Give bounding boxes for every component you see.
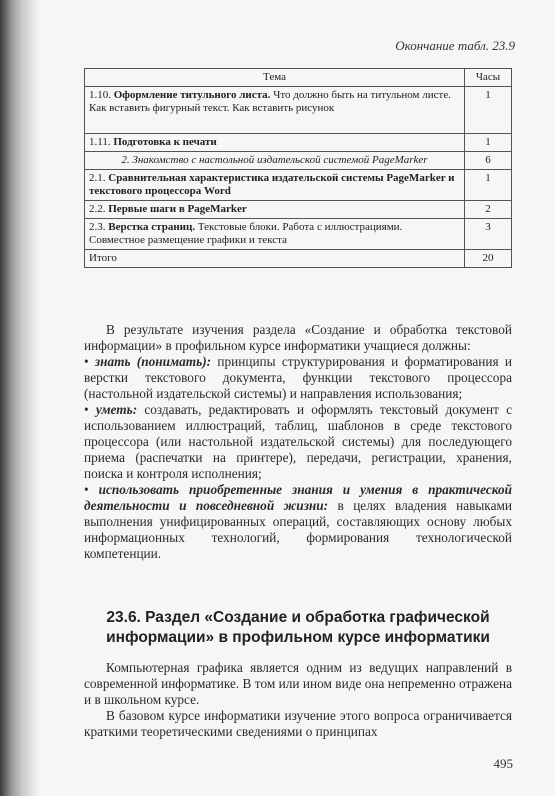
table-row (85, 87, 512, 134)
table-row (85, 152, 512, 170)
table-row (85, 170, 512, 201)
table-row (85, 219, 512, 250)
total-label: Итого (85, 250, 465, 268)
body-text-block (84, 322, 512, 562)
topic-cell (85, 201, 465, 219)
page-number: 495 (493, 756, 513, 771)
header-hours: Часы (465, 69, 512, 87)
topic-number: 1.11. (89, 136, 111, 148)
topic-cell (85, 87, 465, 134)
topic-cell (85, 134, 465, 152)
topic-bold: Оформление титульного листа. (113, 89, 271, 101)
topic-number: 2.2. (89, 203, 106, 215)
intro-paragraph: В результате изучения раздела «Создание и обработка текстовой информации» в профильном курсе информатики учащиеся должны: (84, 322, 512, 353)
hours-cell: 3 (465, 219, 512, 250)
total-hours: 20 (465, 250, 512, 268)
topic-text: Что должно быть на титульном листе. Как вставить фигурный текст. Как вставить рисунок (89, 89, 451, 114)
list-item: • уметь: создавать, редактировать и оформлять текстовый документ с использованием иллюстраций, таблиц, шаблонов в среде текстового процессора (или настольной издательской системы) для последующего приема (распечатки на принтере), передачи, регистрации, хранения, поиска и контроля исполнения; (84, 402, 512, 481)
hours-cell: 6 (465, 152, 512, 170)
topic-text: Текстовые блоки. Работа с иллюстрациями. Совместное размещение графики и текста (89, 221, 403, 246)
topic-bold: Подготовка к печати (113, 136, 217, 148)
header-topic: Тема (85, 69, 465, 87)
table-total-row (85, 250, 512, 268)
topic-number: 2.1. (89, 172, 106, 184)
topic-bold: Верстка страниц. (108, 221, 196, 233)
topic-number: 2.3. (89, 221, 106, 233)
topic-cell (85, 219, 465, 250)
topic-cell (85, 170, 465, 201)
item-label: знать (понимать): (94, 354, 212, 369)
hours-cell: 1 (465, 134, 512, 152)
section-body (84, 660, 512, 740)
curriculum-table (84, 68, 512, 268)
item-text: в целях владения навыками выполнения унифицированных операций, составляющих основу любых информационных технологий, формирования технологической компетенции. (84, 498, 513, 561)
item-label: уметь: (95, 402, 138, 417)
paragraph: Компьютерная графика является одним из ведущих направлений в современной информатике. В том или ином виде она непременно отражена и в школьном курсе. (84, 660, 512, 707)
item-text: создавать, редактировать и оформлять текстовый документ с использованием иллюстраций, таблиц, шаблонов в среде текстового процессора (или настольной издательской системы) для последующего приема (распечатки на принтере), передачи, регистрации, хранения, поиска и контроля исполнения; (84, 402, 512, 481)
running-head: Окончание табл. 23.9 (395, 38, 515, 53)
table-row (85, 134, 512, 152)
item-text: принципы структурирования и форматирования и верстки текстового документа, функции текстового процессора (настольной издательской системы) и направления использования; (84, 354, 512, 401)
topic-number: 1.10. (89, 89, 111, 101)
topic-bold: Сравнительная характеристика издательской системы PageMarker и текстового процессора Word (89, 172, 455, 197)
section-heading: 23.6. Раздел «Создание и обработка графической информации» в профильном курсе информатики (106, 609, 490, 646)
item-label: использовать приобретенные знания и умения в практической деятельности и повседневной жизни: (84, 482, 512, 513)
topic-bold: Первые шаги в PageMarker (108, 203, 247, 215)
list-item: • использовать приобретенные знания и умения в практической деятельности и повседневной жизни: в целях владения навыками выполнения унифицированных операций, составляющих основу любых информационных технологий, формирования технологической компетенции. (84, 482, 513, 561)
hours-cell: 1 (465, 170, 512, 201)
table-header-row (85, 69, 512, 87)
table-row (85, 201, 512, 219)
paragraph: В базовом курсе информатики изучение этого вопроса ограничивается краткими теоретическими сведениями о принципах (84, 708, 512, 739)
hours-cell: 1 (465, 87, 512, 134)
hours-cell: 2 (465, 201, 512, 219)
section-cell: 2. Знакомство с настольной издательской системой PageMarker (85, 152, 465, 170)
list-item: • знать (понимать): принципы структурирования и форматирования и верстки текстового документа, функции текстового процессора (настольной издательской системы) и направления использования; (84, 354, 512, 401)
